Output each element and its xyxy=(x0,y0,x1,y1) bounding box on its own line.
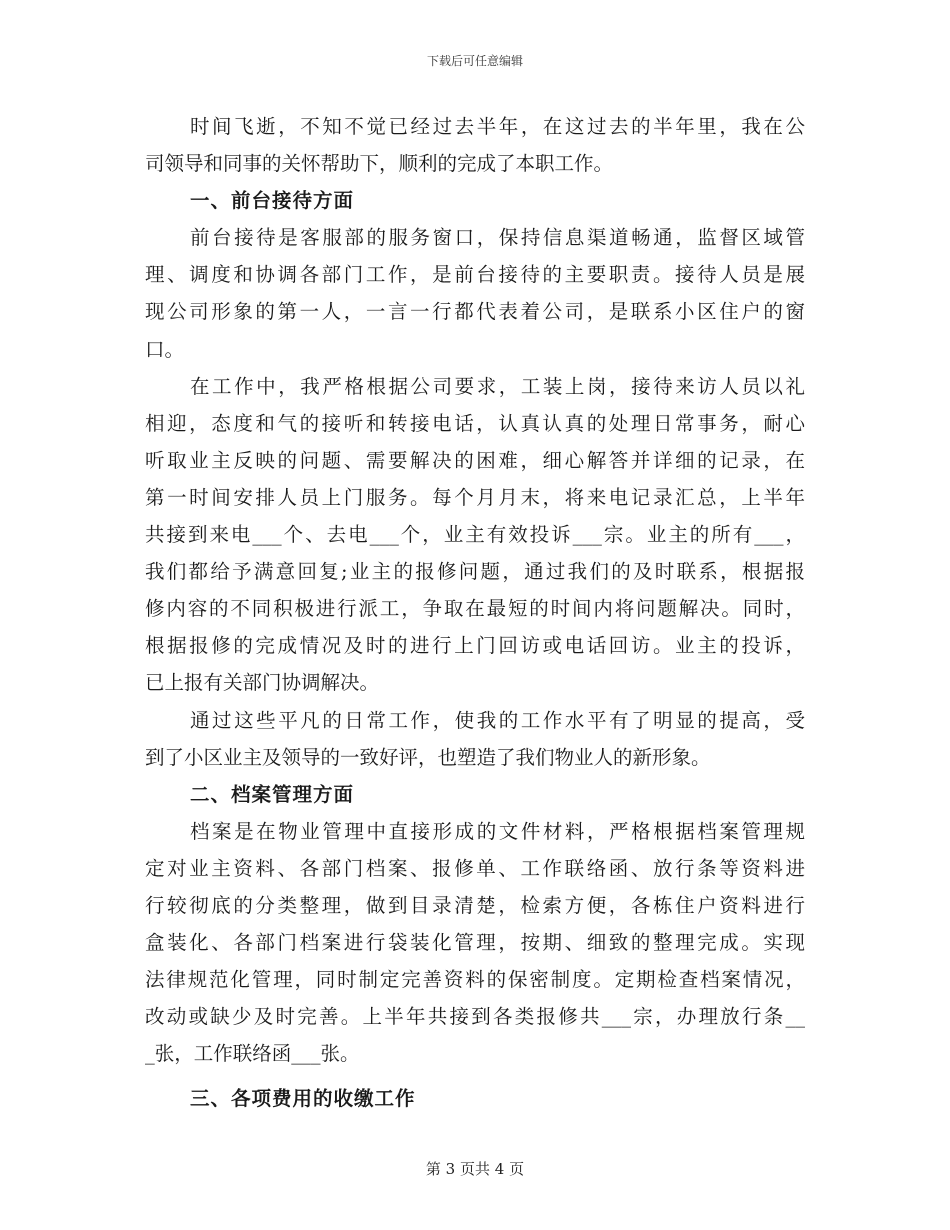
paragraph-line: 行较彻底的分类整理，做到目录清楚，检索方便，各栋住户资料进行 xyxy=(145,893,805,917)
paragraph-line: 档案是在物业管理中直接形成的文件材料，严格根据档案管理规 xyxy=(190,819,805,843)
paragraph-line: 现公司形象的第一人，一言一行都代表着公司，是联系小区住户的窗 xyxy=(145,300,805,324)
paragraph-line: 我们都给予满意回复;业主的报修问题，通过我们的及时联系，根据报 xyxy=(145,560,805,584)
section-heading-archives: 二、档案管理方面 xyxy=(190,782,355,806)
page-header-note: 下载后可任意编辑 xyxy=(426,54,523,68)
paragraph-line: 修内容的不同积极进行派工，争取在最短的时间内将问题解决。同时， xyxy=(145,597,805,621)
paragraph-line: 理、调度和协调各部门工作，是前台接待的主要职责。接待人员是展 xyxy=(145,263,805,287)
paragraph-line: 改动或缺少及时完善。上半年共接到各类报修共___宗，办理放行条__ xyxy=(145,1005,805,1029)
paragraph-line: 听取业主反映的问题、需要解决的困难，细心解答并详细的记录，在 xyxy=(145,448,805,472)
section-heading-fee-collection: 三、各项费用的收缴工作 xyxy=(190,1087,416,1111)
paragraph-line: 司领导和同事的关怀帮助下，顺利的完成了本职工作。 xyxy=(145,152,614,176)
paragraph-line: 通过这些平凡的日常工作，使我的工作水平有了明显的提高，受 xyxy=(190,708,805,732)
section-heading-front-desk: 一、前台接待方面 xyxy=(190,189,355,213)
paragraph-line: 法律规范化管理，同时制定完善资料的保密制度。定期检查档案情况， xyxy=(145,968,805,992)
paragraph-line: 口。 xyxy=(145,337,185,361)
paragraph-line: 定对业主资料、各部门档案、报修单、工作联络函、放行条等资料进 xyxy=(145,856,805,880)
paragraph-line: 在工作中，我严格根据公司要求，工装上岗，接待来访人员以礼 xyxy=(190,374,805,398)
paragraph-line: 已上报有关部门协调解决。 xyxy=(145,671,380,695)
paragraph-line: 相迎，态度和气的接听和转接电话，认真认真的处理日常事务，耐心 xyxy=(145,411,805,435)
page-number: 第 3 页共 4 页 xyxy=(425,1160,525,1178)
paragraph-line: 时间飞逝，不知不觉已经过去半年，在这过去的半年里，我在公 xyxy=(190,115,805,138)
paragraph-line: 盒装化、各部门档案进行袋装化管理，按期、细致的整理完成。实现 xyxy=(145,931,805,955)
paragraph-line: 到了小区业主及领导的一致好评，也塑造了我们物业人的新形象。 xyxy=(145,745,711,769)
document-body xyxy=(145,108,805,1118)
paragraph-line: 第一时间安排人员上门服务。每个月月末，将来电记录汇总，上半年 xyxy=(145,485,805,509)
paragraph-line: 前台接待是客服部的服务窗口，保持信息渠道畅通，监督区域管 xyxy=(190,226,805,250)
paragraph-line: _张，工作联络函___张。 xyxy=(145,1042,360,1066)
paragraph-line: 根据报修的完成情况及时的进行上门回访或电话回访。业主的投诉， xyxy=(145,634,805,658)
paragraph-line: 共接到来电___个、去电___个，业主有效投诉___宗。业主的所有___， xyxy=(145,523,805,547)
